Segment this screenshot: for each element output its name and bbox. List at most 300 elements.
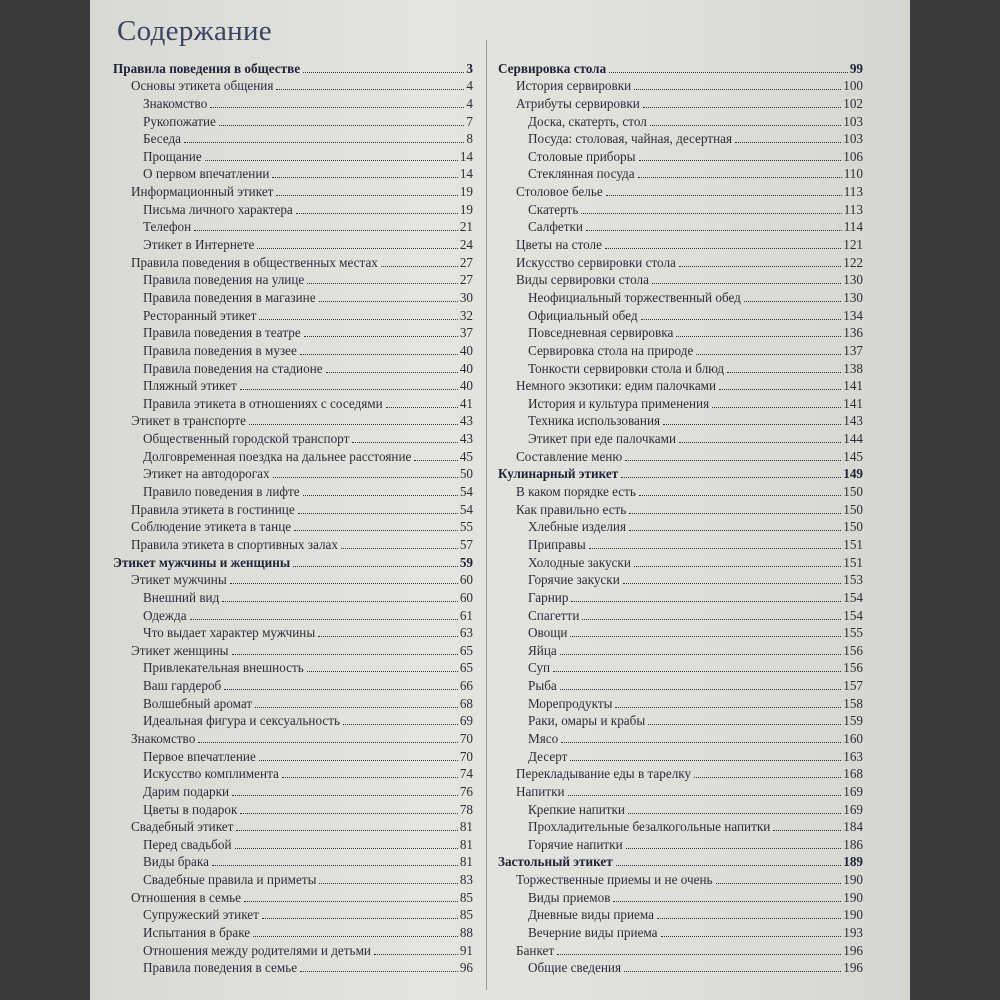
toc-entry-page: 145 [843, 448, 863, 464]
dot-leader [341, 548, 458, 549]
dot-leader [609, 72, 848, 73]
toc-entry-page: 113 [843, 201, 863, 217]
toc-entry-title: Перед свадьбой [143, 836, 232, 852]
dot-leader [676, 336, 841, 337]
toc-entry [113, 501, 473, 519]
toc-entry-page: 143 [843, 413, 863, 429]
dot-leader [586, 230, 842, 231]
toc-entry [498, 183, 863, 201]
toc-entry [113, 783, 473, 801]
toc-entry-title: Как правильно есть [516, 501, 627, 517]
toc-entry [113, 589, 473, 607]
toc-entry [113, 360, 473, 378]
toc-entry-page: 59 [459, 554, 473, 570]
dot-leader [652, 283, 841, 284]
dot-leader [210, 107, 464, 108]
toc-entry [498, 413, 863, 431]
toc-entry-title: Правила поведения в семье [143, 960, 298, 976]
toc-entry-page: 196 [843, 960, 863, 976]
toc-entry [113, 448, 473, 466]
toc-entry-title: Общественный городской транспорт [143, 431, 350, 447]
toc-entry [113, 625, 473, 643]
toc-entry-page: 85 [459, 907, 473, 923]
toc-entry-page: 8 [466, 131, 473, 147]
toc-entry-title: Доска, скатерть, стол [528, 113, 647, 129]
toc-entry-page: 32 [459, 307, 473, 323]
dot-leader [581, 213, 842, 214]
toc-entry-title: Свадебные правила и приметы [143, 872, 317, 888]
dot-leader [184, 142, 464, 143]
toc-entry [113, 766, 473, 784]
toc-entry-title: Ваш гардероб [143, 678, 222, 694]
dot-leader [641, 319, 841, 320]
toc-entry-title: Раки, омары и крабы [528, 713, 646, 729]
toc-entry-title: Неофициальный торжественный обед [528, 289, 741, 305]
dot-leader [319, 883, 458, 884]
dot-leader [255, 707, 458, 708]
dot-leader [568, 795, 841, 796]
toc-entry-title: Знакомство [131, 730, 196, 746]
toc-entry-page: 76 [459, 783, 473, 799]
toc-entry-title: Суп [528, 660, 551, 676]
toc-entry [113, 183, 473, 201]
toc-entry [113, 819, 473, 837]
toc-entry [113, 889, 473, 907]
toc-entry [498, 783, 863, 801]
toc-entry [113, 854, 473, 872]
toc-entry-page: 102 [843, 95, 863, 111]
toc-entry-title: Вечерние виды приема [528, 925, 658, 941]
toc-entry-page: 43 [459, 431, 473, 447]
toc-entry-title: Информационный этикет [131, 184, 274, 200]
toc-entry-title: Горячие напитки [528, 836, 623, 852]
toc-entry [498, 572, 863, 590]
dot-leader [253, 936, 458, 937]
toc-entry-title: Рукопожатие [143, 113, 216, 129]
toc-entry [113, 113, 473, 131]
toc-entry-page: 154 [843, 607, 863, 623]
toc-entry-page: 24 [459, 237, 473, 253]
toc-entry-title: Основы этикета общения [131, 78, 274, 94]
toc-entry-page: 60 [459, 589, 473, 605]
toc-entry-page: 40 [459, 342, 473, 358]
toc-entry [498, 307, 863, 325]
dot-leader [259, 319, 458, 320]
dot-leader [626, 848, 841, 849]
dot-leader [650, 125, 841, 126]
dot-leader [628, 813, 841, 814]
toc-entry-title: Салфетки [528, 219, 583, 235]
toc-entry-title: Тонкости сервировки стола и блюд [528, 360, 725, 376]
toc-entry-title: Цветы в подарок [143, 801, 238, 817]
toc-entry-title: Виды сервировки стола [516, 272, 649, 288]
dot-leader [719, 389, 841, 390]
toc-entry-page: 19 [459, 201, 473, 217]
dot-leader [634, 89, 841, 90]
toc-entry-title: Правила поведения в общественных местах [131, 254, 378, 270]
dot-leader [560, 654, 841, 655]
toc-entry-title: Перекладывание еды в тарелку [516, 766, 692, 782]
toc-entry-page: 136 [843, 325, 863, 341]
toc-entry [113, 677, 473, 695]
toc-entry-page: 141 [843, 378, 863, 394]
toc-entry-page: 41 [459, 395, 473, 411]
toc-entry-page: 130 [843, 289, 863, 305]
toc-entry-title: Правила поведения в театре [143, 325, 301, 341]
toc-entry-title: Правила поведения в музее [143, 342, 297, 358]
dot-leader [236, 830, 458, 831]
dot-leader [307, 671, 458, 672]
toc-entry-page: 103 [843, 131, 863, 147]
toc-entry-title: Повседневная сервировка [528, 325, 674, 341]
toc-entry-title: Этикет на автодорогах [143, 466, 270, 482]
toc-entry-page: 189 [843, 854, 863, 870]
toc-entry-page: 83 [459, 872, 473, 888]
dot-leader [643, 107, 841, 108]
toc-entry [498, 60, 863, 78]
dot-leader [293, 566, 458, 567]
toc-entry [498, 430, 863, 448]
toc-entry-title: Столовое белье [516, 184, 603, 200]
toc-entry-page: 69 [459, 713, 473, 729]
toc-entry-page: 110 [843, 166, 863, 182]
dot-leader [205, 160, 458, 161]
toc-entry-page: 151 [843, 554, 863, 570]
toc-entry-title: Одежда [143, 607, 187, 623]
toc-entry [498, 448, 863, 466]
toc-entry-page: 14 [459, 148, 473, 164]
dot-leader [613, 901, 841, 902]
toc-entry-page: 134 [843, 307, 863, 323]
dot-leader [744, 301, 841, 302]
dot-leader [222, 601, 458, 602]
toc-entry [498, 836, 863, 854]
toc-entry-page: 121 [843, 237, 863, 253]
toc-entry-page: 54 [459, 484, 473, 500]
toc-entry-page: 4 [466, 78, 473, 94]
dot-leader [272, 177, 458, 178]
toc-entry-page: 186 [843, 836, 863, 852]
toc-entry [113, 660, 473, 678]
toc-entry [113, 466, 473, 484]
toc-entry-page: 160 [843, 730, 863, 746]
toc-entry [113, 695, 473, 713]
toc-entry-page: 65 [459, 642, 473, 658]
toc-entry-page: 156 [843, 642, 863, 658]
dot-leader [194, 230, 458, 231]
dot-leader [230, 583, 458, 584]
toc-entry-page: 190 [843, 872, 863, 888]
toc-entry-title: Рыба [528, 678, 557, 694]
dot-leader [634, 566, 841, 567]
dot-leader [307, 283, 458, 284]
toc-entry-title: Внешний вид [143, 589, 220, 605]
dot-leader [273, 477, 458, 478]
toc-entry-page: 106 [843, 148, 863, 164]
toc-entry-page: 45 [459, 448, 473, 464]
toc-entry-title: История сервировки [516, 78, 632, 94]
dot-leader [326, 372, 458, 373]
toc-entry-title: Крепкие напитки [528, 801, 625, 817]
toc-entry-page: 37 [459, 325, 473, 341]
toc-entry [113, 554, 473, 572]
toc-entry-page: 88 [459, 925, 473, 941]
dot-leader [624, 971, 841, 972]
toc-entry-page: 66 [459, 678, 473, 694]
dot-leader [606, 195, 842, 196]
toc-entry-title: Этикет мужчины [131, 572, 227, 588]
toc-entry [498, 713, 863, 731]
dot-leader [386, 407, 458, 408]
toc-entry-title: Этикет при еде палочками [528, 431, 677, 447]
dot-leader [716, 883, 841, 884]
toc-entry [498, 819, 863, 837]
toc-entry [498, 501, 863, 519]
toc-entry [498, 166, 863, 184]
toc-entry-title: Скатерть [528, 201, 579, 217]
toc-entry-page: 65 [459, 660, 473, 676]
toc-entry [498, 660, 863, 678]
toc-entry-page: 137 [843, 342, 863, 358]
toc-entry [498, 113, 863, 131]
dot-leader [616, 865, 841, 866]
toc-entry [113, 924, 473, 942]
toc-entry-title: Испытания в браке [143, 925, 251, 941]
toc-left-column [113, 60, 473, 977]
toc-entry-page: 122 [843, 254, 863, 270]
toc-entry-page: 153 [843, 572, 863, 588]
toc-entry-title: Кулинарный этикет [498, 466, 619, 482]
dot-leader [240, 813, 458, 814]
dot-leader [300, 354, 458, 355]
toc-entry [498, 801, 863, 819]
toc-entry-page: 70 [459, 730, 473, 746]
toc-entry-title: Виды брака [143, 854, 209, 870]
toc-entry [113, 519, 473, 537]
toc-entry-title: Правила этикета в спортивных залах [131, 536, 338, 552]
toc-entry [113, 572, 473, 590]
dot-leader [235, 848, 458, 849]
toc-entry-page: 184 [843, 819, 863, 835]
toc-entry [498, 378, 863, 396]
toc-entry-title: Отношения между родителями и детьми [143, 942, 371, 958]
toc-entry-title: Этикет женщины [131, 642, 229, 658]
toc-entry-page: 91 [459, 942, 473, 958]
toc-entry-page: 85 [459, 889, 473, 905]
toc-entry [498, 625, 863, 643]
toc-entry-page: 27 [459, 254, 473, 270]
dot-leader [553, 671, 841, 672]
toc-entry [498, 519, 863, 537]
toc-entry-page: 40 [459, 360, 473, 376]
toc-entry-page: 60 [459, 572, 473, 588]
dot-leader [294, 530, 458, 531]
toc-entry-title: Искусство комплимента [143, 766, 279, 782]
toc-entry-title: Супружеский этикет [143, 907, 259, 923]
toc-entry-page: 81 [459, 836, 473, 852]
dot-leader [257, 248, 458, 249]
toc-entry [498, 536, 863, 554]
toc-entry-page: 100 [843, 78, 863, 94]
toc-entry [113, 730, 473, 748]
toc-entry [113, 713, 473, 731]
toc-entry-title: История и культура применения [528, 395, 710, 411]
toc-entry-title: Правила поведения на улице [143, 272, 305, 288]
toc-entry-page: 81 [459, 854, 473, 870]
toc-entry [113, 607, 473, 625]
toc-entry [113, 907, 473, 925]
toc-entry [113, 836, 473, 854]
toc-entry-page: 130 [843, 272, 863, 288]
toc-entry-page: 168 [843, 766, 863, 782]
toc-entry-title: Волшебный аромат [143, 695, 253, 711]
toc-entry-page: 99 [849, 60, 863, 76]
toc-entry-page: 193 [843, 925, 863, 941]
toc-entry [113, 378, 473, 396]
toc-entry [498, 342, 863, 360]
dot-leader [712, 407, 841, 408]
toc-entry-page: 169 [843, 801, 863, 817]
toc-entry [498, 360, 863, 378]
toc-entry [498, 695, 863, 713]
toc-entry [498, 148, 863, 166]
dot-leader [589, 548, 841, 549]
toc-entry [498, 325, 863, 343]
toc-entry-page: 150 [843, 519, 863, 535]
dot-leader [735, 142, 841, 143]
toc-entry-page: 190 [843, 889, 863, 905]
dot-leader [212, 865, 458, 866]
toc-entry [498, 289, 863, 307]
toc-entry-title: Цветы на столе [516, 237, 602, 253]
toc-entry [498, 889, 863, 907]
toc-entry-title: Письма личного характера [143, 201, 293, 217]
toc-entry-page: 150 [843, 484, 863, 500]
toc-entry [498, 642, 863, 660]
toc-entry-title: Правила этикета в отношениях с соседями [143, 395, 383, 411]
toc-entry [113, 413, 473, 431]
toc-entry-page: 81 [459, 819, 473, 835]
toc-entry-title: Официальный обед [528, 307, 638, 323]
toc-entry [113, 960, 473, 978]
toc-entry-page: 21 [459, 219, 473, 235]
toc-entry [113, 395, 473, 413]
toc-entry [113, 536, 473, 554]
toc-entry [498, 589, 863, 607]
toc-entry-page: 50 [459, 466, 473, 482]
toc-entry-page: 96 [459, 960, 473, 976]
toc-entry [498, 924, 863, 942]
toc-entry-page: 4 [466, 95, 473, 111]
dot-leader [696, 354, 841, 355]
toc-entry-page: 113 [843, 184, 863, 200]
toc-entry-title: Банкет [516, 942, 555, 958]
toc-entry-title: Отношения в семье [131, 889, 242, 905]
column-divider [486, 40, 487, 990]
dot-leader [663, 424, 841, 425]
dot-leader [679, 442, 841, 443]
dot-leader [232, 795, 458, 796]
dot-leader [561, 742, 841, 743]
dot-leader [570, 760, 841, 761]
toc-entry [498, 254, 863, 272]
dot-leader [638, 177, 842, 178]
dot-leader [219, 125, 464, 126]
dot-leader [240, 389, 458, 390]
toc-entry-page: 158 [843, 695, 863, 711]
toc-entry [113, 289, 473, 307]
toc-entry-title: Ресторанный этикет [143, 307, 257, 323]
toc-entry [113, 236, 473, 254]
toc-entry-page: 151 [843, 536, 863, 552]
toc-entry [498, 131, 863, 149]
dot-leader [343, 724, 458, 725]
dot-leader [374, 954, 458, 955]
toc-entry-title: В каком порядке есть [516, 484, 636, 500]
toc-entry-page: 159 [843, 713, 863, 729]
toc-entry [113, 483, 473, 501]
toc-entry-page: 169 [843, 783, 863, 799]
toc-entry [113, 131, 473, 149]
toc-entry-title: Привлекательная внешность [143, 660, 304, 676]
toc-entry-title: Идеальная фигура и сексуальность [143, 713, 341, 729]
toc-entry-page: 54 [459, 501, 473, 517]
toc-entry [498, 78, 863, 96]
toc-entry [113, 272, 473, 290]
toc-entry-title: Что выдает характер мужчины [143, 625, 316, 641]
toc-entry [498, 219, 863, 237]
toc-entry [113, 307, 473, 325]
dot-leader [249, 424, 458, 425]
toc-entry-title: Искусство сервировки стола [516, 254, 676, 270]
dot-leader [582, 619, 841, 620]
toc-entry [498, 236, 863, 254]
dot-leader [276, 89, 464, 90]
toc-entry-title: Прохладительные безалкогольные напитки [528, 819, 771, 835]
toc-entry-page: 30 [459, 289, 473, 305]
dot-leader [557, 954, 841, 955]
toc-entry-title: О первом впечатлении [143, 166, 270, 182]
toc-entry-page: 114 [843, 219, 863, 235]
dot-leader [694, 777, 841, 778]
toc-entry-title: Правила поведения на стадионе [143, 360, 323, 376]
dot-leader [244, 901, 458, 902]
toc-entry-page: 138 [843, 360, 863, 376]
dot-leader [262, 918, 458, 919]
toc-entry-title: Пляжный этикет [143, 378, 237, 394]
toc-entry-title: Техника использования [528, 413, 661, 429]
dot-leader [303, 72, 464, 73]
page-title: Содержание [117, 15, 272, 47]
toc-entry-page: 70 [459, 748, 473, 764]
toc-entry-title: Спагетти [528, 607, 580, 623]
toc-entry [498, 854, 863, 872]
toc-entry-title: Морепродукты [528, 695, 613, 711]
toc-entry-title: Посуда: столовая, чайная, десертная [528, 131, 733, 147]
dot-leader [615, 707, 841, 708]
dot-leader [224, 689, 458, 690]
toc-entry [498, 907, 863, 925]
dot-leader [318, 636, 458, 637]
toc-entry-title: Свадебный этикет [131, 819, 234, 835]
toc-entry [498, 960, 863, 978]
toc-entry [498, 554, 863, 572]
dot-leader [661, 936, 841, 937]
toc-entry-title: Напитки [516, 783, 565, 799]
toc-entry-title: Гарнир [528, 589, 569, 605]
toc-entry [113, 342, 473, 360]
toc-entry [498, 95, 863, 113]
